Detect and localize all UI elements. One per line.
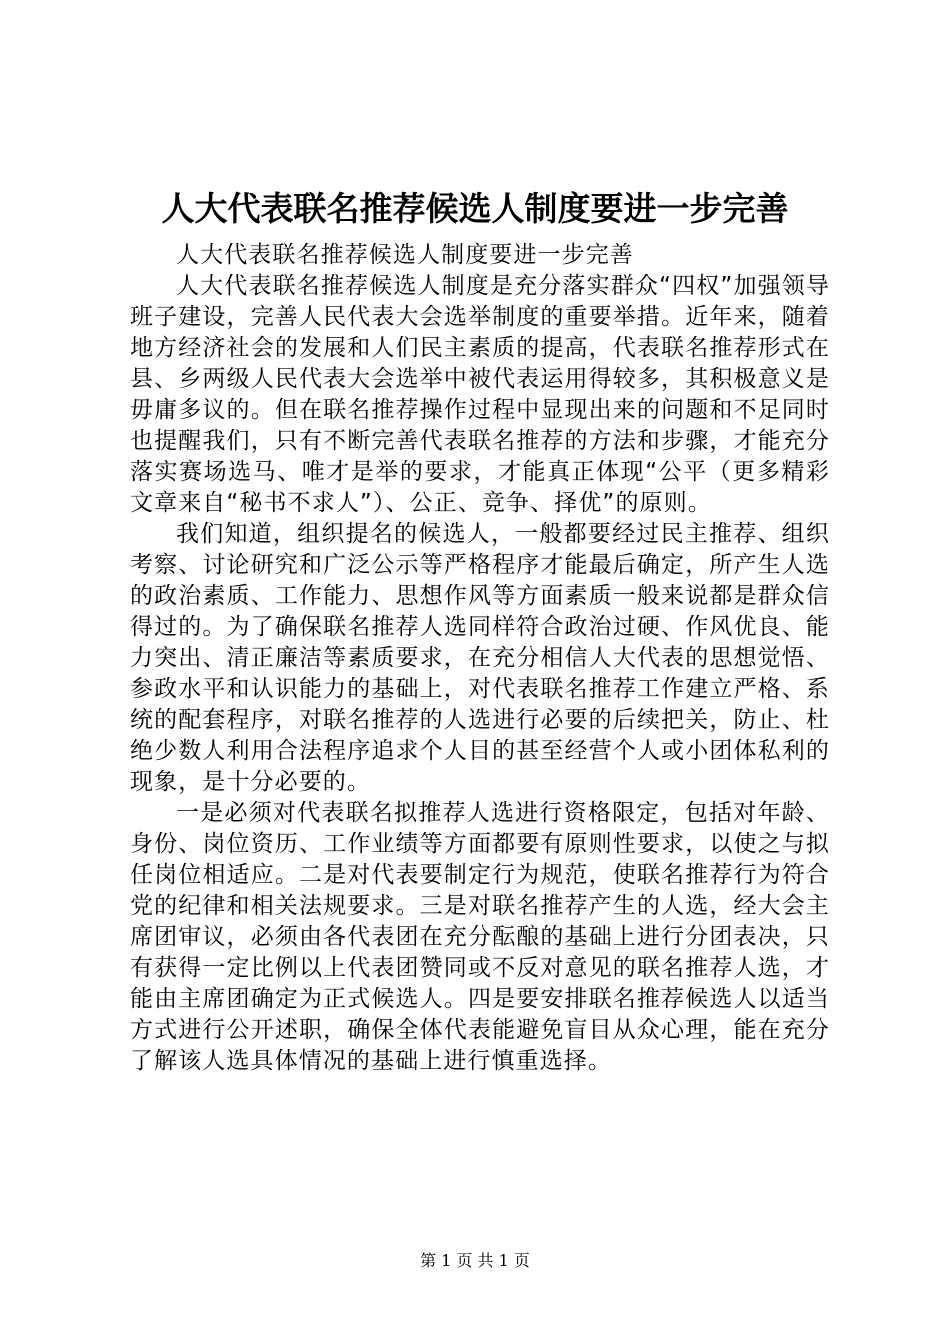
paragraph-subtitle: 人大代表联名推荐候选人制度要进一步完善	[176, 242, 634, 268]
paragraph-intro: 人大代表联名推荐候选人制度是充分落实群众“四权”加强领导班子建设，完善人民代表大会选举制度的重要举措。近年来，随着地方经济社会的发展和人们民主素质的提高，代表联名推荐形式在县、乡两级人民代表大会选举中被代表运用得较多，其积极意义是毋庸多议的。但在联名推荐操作过程中显现出来的问题和不足同时也提醒我们，只有不断完善代表联名推荐的方法和步骤，才能充分落实赛场选马、唯才是举的要求，才能真正体现“公平（更多精彩文章来自“秘书不求人”）、公正、竞争、择优”的原则。	[130, 273, 830, 516]
paragraph-procedure: 我们知道，组织提名的候选人，一般都要经过民主推荐、组织考察、讨论研究和广泛公示等严格程序才能最后确定，所产生人选的政治素质、工作能力、思想作风等方面素质一般来说都是群众信得过的。为了确保联名推荐人选同样符合政治过硬、作风优良、能力突出、清正廉洁等素质要求，在充分相信人大代表的思想觉悟、参政水平和认识能力的基础上，对代表联名推荐工作建立严格、系统的配套程序，对联名推荐的人选进行必要的后续把关，防止、杜绝少数人利用合法程序追求个人目的甚至经营个人或小团体私利的现象，是十分必要的。	[130, 521, 830, 795]
document-body	[130, 240, 830, 1077]
paragraph-measures: 一是必须对代表联名拟推荐人选进行资格限定，包括对年龄、身份、岗位资历、工作业绩等方面都要有原则性要求，以使之与拟任岗位相适应。二是对代表要制定行为规范，使联名推荐行为符合党的纪律和相关法规要求。三是对联名推荐产生的人选，经大会主席团审议，必须由各代表团在充分酝酿的基础上进行分团表决，只有获得一定比例以上代表团赞同或不反对意见的联名推荐人选，才能由主席团确定为正式候选人。四是要安排联名推荐候选人以适当方式进行公开述职，确保全体代表能避免盲目从众心理，能在充分了解该人选具体情况的基础上进行慎重选择。	[130, 800, 830, 1074]
document-title: 人大代表联名推荐候选人制度要进一步完善	[161, 189, 789, 228]
page-number-footer: 第 1 页 共 1 页	[420, 1251, 530, 1270]
